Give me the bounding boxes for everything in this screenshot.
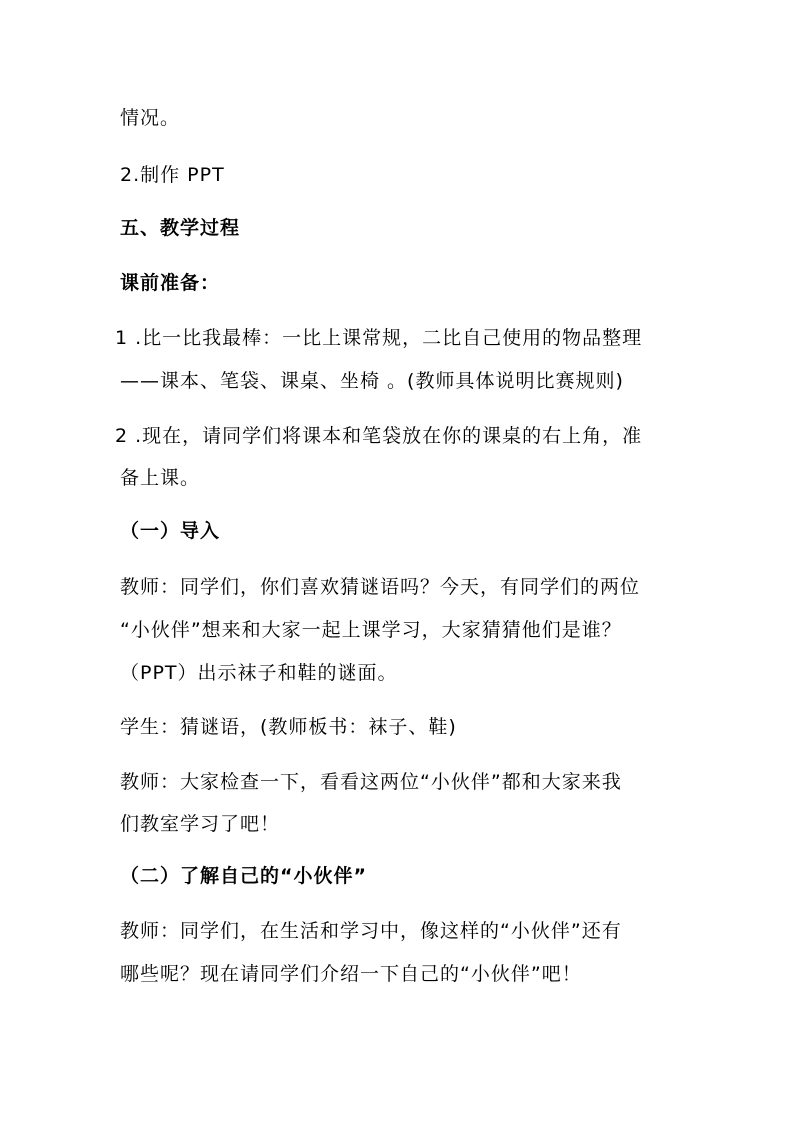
text-line-teacher-3-cont: 哪些呢？现在请同学们介绍一下自己的“小伙伴”吧！ bbox=[120, 963, 582, 985]
text-line-teacher-1-cont: “小伙伴”想来和大家一起上课学习，大家猜猜他们是谁？ bbox=[120, 619, 622, 641]
subheading-introduction: （一）导入 bbox=[120, 520, 221, 542]
text-line-teacher-1-cont2: （PPT）出示袜子和鞋的谜面。 bbox=[120, 662, 398, 684]
subheading-preparation: 课前准备： bbox=[120, 272, 221, 294]
text-line-teacher-1: 教师：同学们，你们喜欢猜谜语吗？今天，有同学们的两位 bbox=[120, 576, 641, 598]
text-line-teacher-2: 教师：大家检查一下，看看这两位“小伙伴”都和大家来我 bbox=[120, 771, 622, 793]
text-line-continuation: 情况。 bbox=[120, 107, 181, 129]
text-line-item-2-cont: 备上课。 bbox=[120, 467, 201, 489]
text-line-make-ppt: 2.制作 PPT bbox=[120, 164, 225, 186]
text-line-teacher-2-cont: 们教室学习了吧！ bbox=[120, 813, 281, 835]
text-line-item-2: 2 .现在，请同学们将课本和笔袋放在你的课桌的右上角，准 bbox=[115, 425, 643, 447]
subheading-know-partners: （二）了解自己的“小伙伴” bbox=[120, 865, 367, 887]
section-heading-teaching-process: 五、教学过程 bbox=[120, 217, 241, 239]
text-line-item-1: 1 .比一比我最棒：一比上课常规，二比自己使用的物品整理 bbox=[115, 327, 643, 349]
text-line-student: 学生：猜谜语，(教师板书：袜子、鞋) bbox=[120, 716, 457, 738]
text-line-item-1-cont: ——课本、笔袋、课桌、坐椅 。(教师具体说明比赛规则) bbox=[120, 370, 624, 392]
text-line-teacher-3: 教师：同学们，在生活和学习中，像这样的“小伙伴”还有 bbox=[120, 920, 622, 942]
